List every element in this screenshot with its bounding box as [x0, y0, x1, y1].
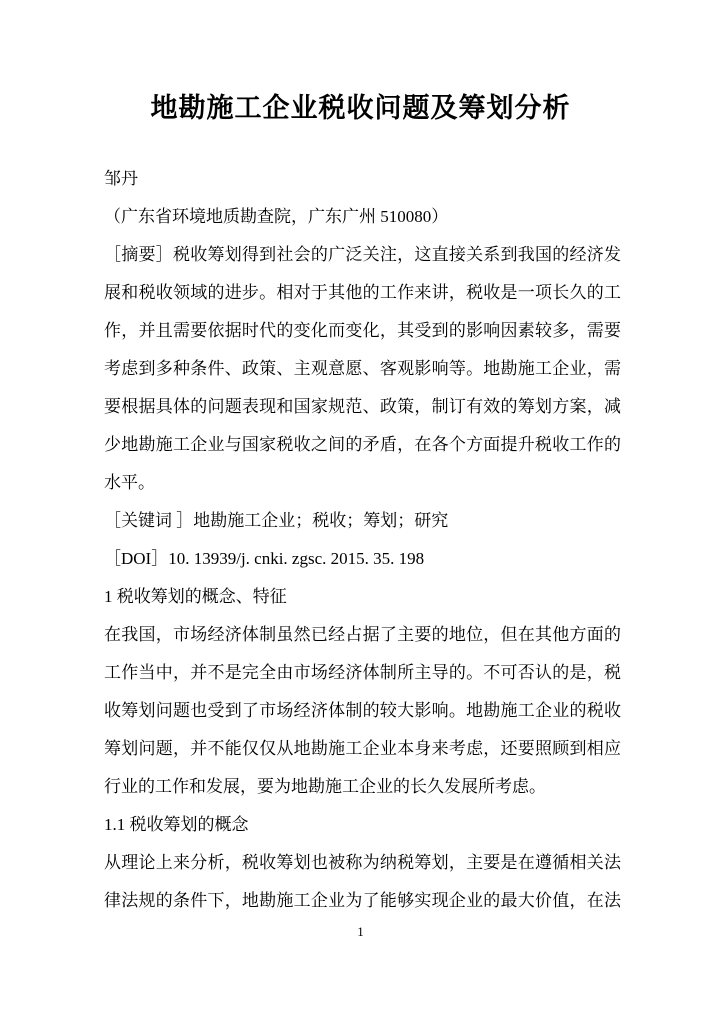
abstract-line-4: 考虑到多种条件、政策、主观意愿、客观影响等。地勘施工企业，需 — [104, 359, 621, 378]
abstract-line-7: 水平。 — [104, 473, 155, 492]
section-1-line-2: 工作当中，并不是完全由市场经济体制所主导的。不可否认的是，税 — [104, 663, 621, 682]
section-1-1-heading: 1.1 税收筹划的概念 — [104, 815, 249, 834]
section-1-1-line-1: 从理论上来分析，税收筹划也被称为纳税筹划，主要是在遵循相关法 — [104, 853, 621, 872]
abstract-line-1: ［摘要］税收筹划得到社会的广泛关注，这直接关系到我国的经济发 — [104, 245, 621, 264]
document-body — [104, 160, 621, 920]
section-1-line-5: 行业的工作和发展，要为地勘施工企业的长久发展所考虑。 — [104, 777, 546, 796]
document-title: 地勘施工企业税收问题及筹划分析 — [150, 93, 571, 123]
section-1-line-3: 收筹划问题也受到了市场经济体制的较大影响。地勘施工企业的税收 — [104, 701, 621, 720]
page-number: 1 — [357, 924, 364, 939]
author: 邹丹 — [104, 169, 138, 188]
abstract-line-6: 少地勘施工企业与国家税收之间的矛盾，在各个方面提升税收工作的 — [104, 435, 621, 454]
abstract-line-3: 作，并且需要依据时代的变化而变化，其受到的影响因素较多，需要 — [104, 321, 621, 340]
affiliation: （广东省环境地质勘查院，广东广州 510080） — [104, 207, 449, 226]
abstract-line-2: 展和税收领域的进步。相对于其他的工作来讲，税收是一项长久的工 — [104, 283, 621, 302]
section-1-1-line-2: 律法规的条件下，地勘施工企业为了能够实现企业的最大价值，在法 — [104, 891, 621, 910]
section-1-line-1: 在我国，市场经济体制虽然已经占据了主要的地位，但在其他方面的 — [104, 625, 621, 644]
abstract-line-5: 要根据具体的问题表现和国家规范、政策，制订有效的筹划方案，减 — [104, 397, 621, 416]
section-1-line-4: 筹划问题，并不能仅仅从地勘施工企业本身来考虑，还要照顾到相应 — [104, 739, 621, 758]
section-1-heading: 1 税收筹划的概念、特征 — [104, 587, 287, 606]
keywords: ［关键词 ］地勘施工企业；税收；筹划；研究 — [104, 511, 449, 530]
doi: ［DOI］10. 13939/j. cnki. zgsc. 2015. 35. 198 — [104, 549, 425, 568]
